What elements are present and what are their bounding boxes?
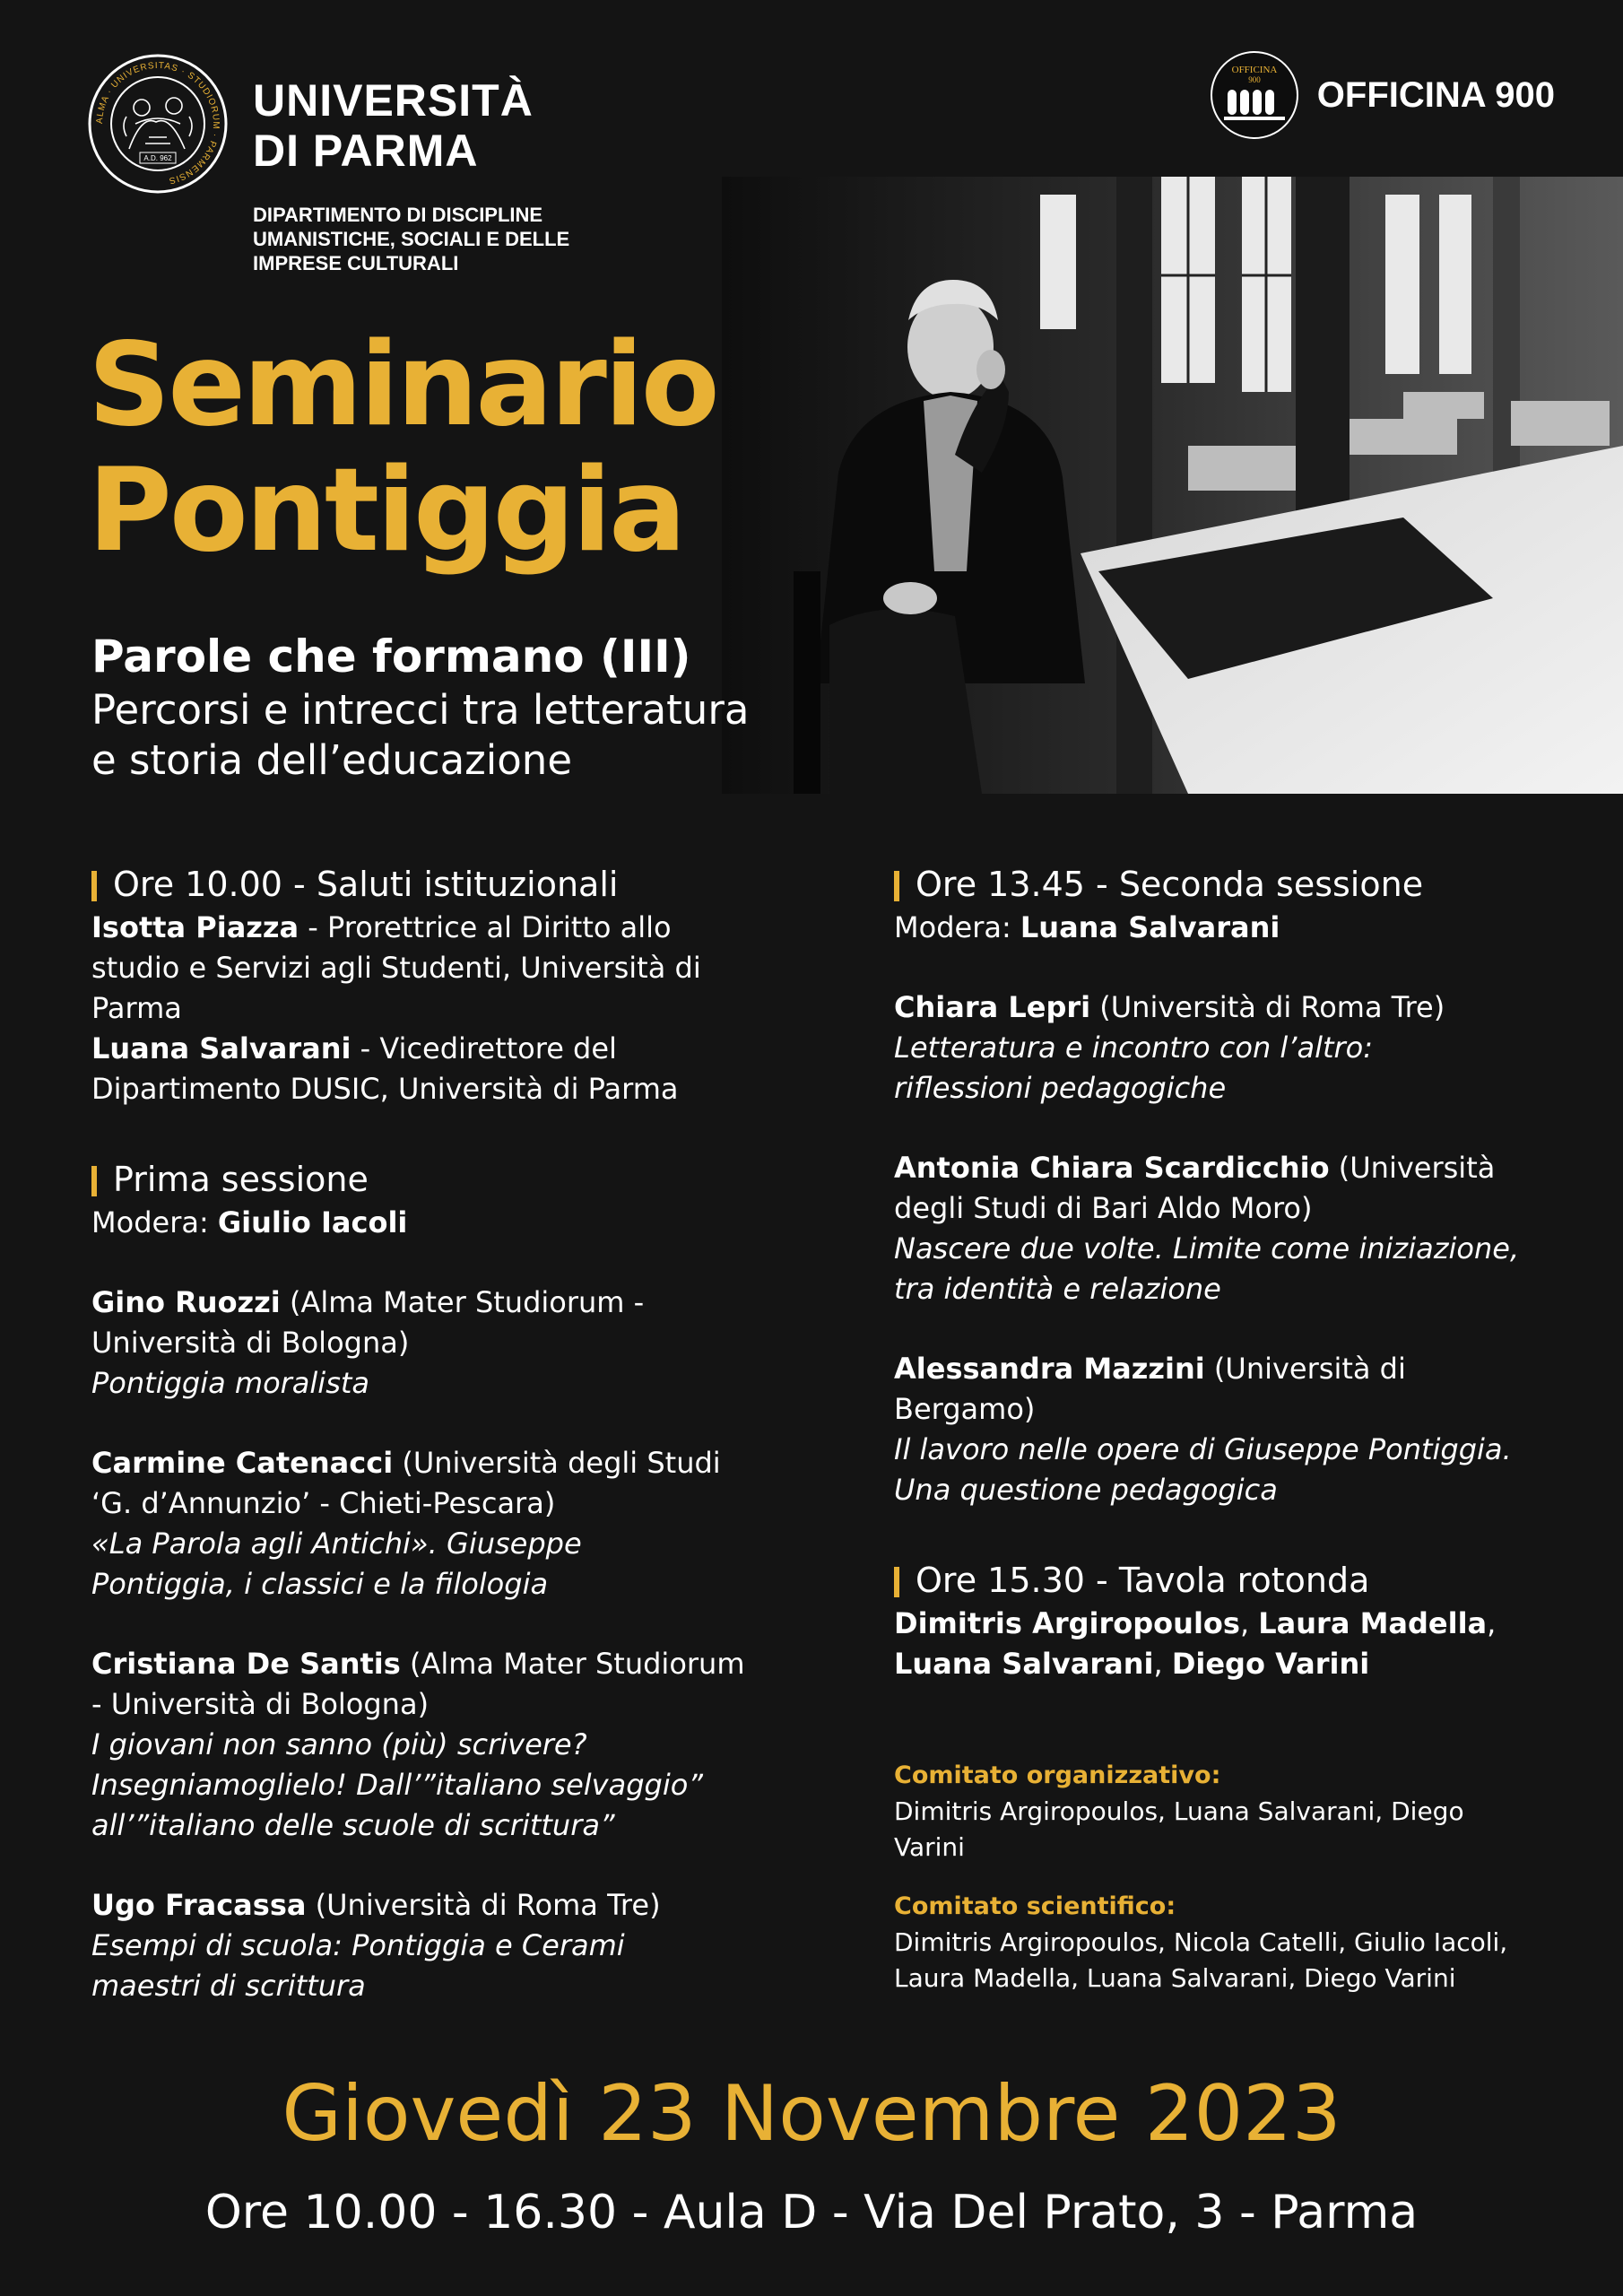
talk-affiliation: - Università di Bologna) — [91, 1687, 430, 1721]
session-heading-greetings: Ore 10.00 - Saluti istituzionali — [91, 861, 773, 908]
talk-speaker: Antonia Chiara Scardicchio (Università — [894, 1151, 1496, 1185]
svg-text:ALMA · UNIVERSITAS · STUDIORUM: ALMA · UNIVERSITAS · STUDIORUM · PARMENSIS — [94, 60, 221, 186]
speaker-role: Parma — [91, 991, 182, 1025]
department-line: DIPARTIMENTO DI DISCIPLINE — [253, 204, 543, 226]
moderator: Modera: Luana Salvarani — [894, 910, 1280, 944]
department-name — [253, 203, 612, 275]
talk-title: maestri di scrittura — [91, 1969, 366, 2003]
talk-title: Insegniamoglielo! Dall’”italiano selvaggio” — [91, 1768, 703, 1802]
portrait-photo — [722, 177, 1623, 794]
talk-affiliation: Università di Bologna) — [91, 1326, 410, 1360]
organizing-committee-members: Dimitris Argiropoulos, Luana Salvarani, Diego — [894, 1796, 1464, 1826]
talk-speaker: Ugo Fracassa (Università di Roma Tre) — [91, 1888, 661, 1922]
title-line: Seminario — [88, 318, 717, 452]
talk-title: Il lavoro nelle opere di Giuseppe Pontiggia. — [894, 1432, 1512, 1466]
talk-affiliation: ‘G. d’Annunzio’ - Chieti-Pescara) — [91, 1486, 556, 1520]
svg-text:A.D. 962: A.D. 962 — [143, 154, 172, 162]
roundtable-participants: Dimitris Argiropoulos, Laura Madella, — [894, 1606, 1497, 1640]
scientific-committee-title: Comitato scientifico: — [894, 1892, 1176, 1920]
talk-title: Pontiggia moralista — [91, 1366, 370, 1400]
partner-logo-block — [1210, 50, 1555, 140]
talk-title: «La Parola agli Antichi». Giuseppe — [91, 1526, 582, 1561]
talk-affiliation: Bergamo) — [894, 1392, 1036, 1426]
session-heading-second: Ore 13.45 - Seconda sessione — [894, 861, 1558, 908]
department-line: UMANISTICHE, SOCIALI E DELLE — [253, 228, 570, 250]
talk-title: Esempi di scuola: Pontiggia e Cerami — [91, 1928, 625, 1962]
portrait-photo-illustration — [722, 177, 1623, 794]
speaker-entry: Luana Salvarani - Vicedirettore del — [91, 1031, 617, 1065]
talk-title: all’”italiano delle scuole di scrittura” — [91, 1808, 615, 1842]
talk-title: Pontiggia, i classici e la filologia — [91, 1567, 549, 1601]
seminar-subtitle — [91, 628, 809, 786]
title-line: Pontiggia — [88, 444, 684, 578]
talk-title: Una questione pedagogica — [894, 1473, 1278, 1507]
university-name — [253, 75, 534, 176]
partner-name: OFFICINA 900 — [1316, 74, 1555, 115]
seminar-title — [88, 318, 717, 578]
event-date: Giovedì 23 Novembre 2023 — [282, 2069, 1341, 2159]
speaker-entry: Isotta Piazza - Prorettrice al Diritto allo — [91, 910, 672, 944]
department-line: IMPRESE CULTURALI — [253, 252, 459, 274]
svg-text:OFFICINA: OFFICINA — [1231, 65, 1278, 75]
university-name-line: UNIVERSITÀ — [253, 75, 534, 126]
event-time-place: Ore 10.00 - 16.30 - Aula D - Via Del Prato, 3 - Parma — [204, 2186, 1419, 2239]
talk-title: Letteratura e incontro con l’altro: — [894, 1031, 1374, 1065]
scientific-committee-members: Laura Madella, Luana Salvarani, Diego Varini — [894, 1963, 1456, 1993]
talk-title: riflessioni pedagogiche — [894, 1071, 1227, 1105]
moderator: Modera: Giulio Iacoli — [91, 1205, 408, 1239]
university-seal-icon — [86, 52, 230, 196]
subtitle-line: e storia dell’educazione — [91, 736, 573, 784]
program-right-column — [894, 861, 1558, 1996]
talk-speaker: Carmine Catenacci (Università degli Studi — [91, 1446, 721, 1480]
session-heading-roundtable: Ore 15.30 - Tavola rotonda — [894, 1557, 1558, 1604]
svg-text:900: 900 — [1248, 75, 1261, 84]
officina-logo-icon — [1210, 50, 1299, 140]
talk-title: tra identità e relazione — [894, 1272, 1221, 1306]
talk-speaker: Alessandra Mazzini (Università di — [894, 1352, 1406, 1386]
program-left-column — [91, 861, 773, 2006]
talk-title: I giovani non sanno (più) scrivere? — [91, 1727, 587, 1761]
organizing-committee-title: Comitato organizzativo: — [894, 1761, 1221, 1789]
subtitle-line: Percorsi e intrecci tra letteratura — [91, 686, 750, 734]
talk-speaker: Chiara Lepri (Università di Roma Tre) — [894, 990, 1445, 1024]
university-name-line: DI PARMA — [253, 126, 479, 176]
talk-title: Nascere due volte. Limite come iniziazione, — [894, 1231, 1520, 1265]
subtitle-main: Parole che formano (III) — [91, 631, 691, 683]
talk-speaker: Gino Ruozzi (Alma Mater Studiorum - — [91, 1285, 645, 1319]
speaker-role: studio e Servizi agli Studenti, Università di — [91, 951, 701, 985]
scientific-committee-members: Dimitris Argiropoulos, Nicola Catelli, Giulio Iacoli, — [894, 1927, 1508, 1957]
speaker-role: Dipartimento DUSIC, Università di Parma — [91, 1072, 679, 1106]
talk-affiliation: degli Studi di Bari Aldo Moro) — [894, 1191, 1313, 1225]
session-heading-first: Prima sessione — [91, 1156, 773, 1203]
organizing-committee-members: Varini — [894, 1832, 965, 1862]
roundtable-participants: Luana Salvarani, Diego Varini — [894, 1647, 1370, 1681]
talk-speaker: Cristiana De Santis (Alma Mater Studiorum — [91, 1647, 745, 1681]
university-logo-block — [86, 52, 624, 276]
